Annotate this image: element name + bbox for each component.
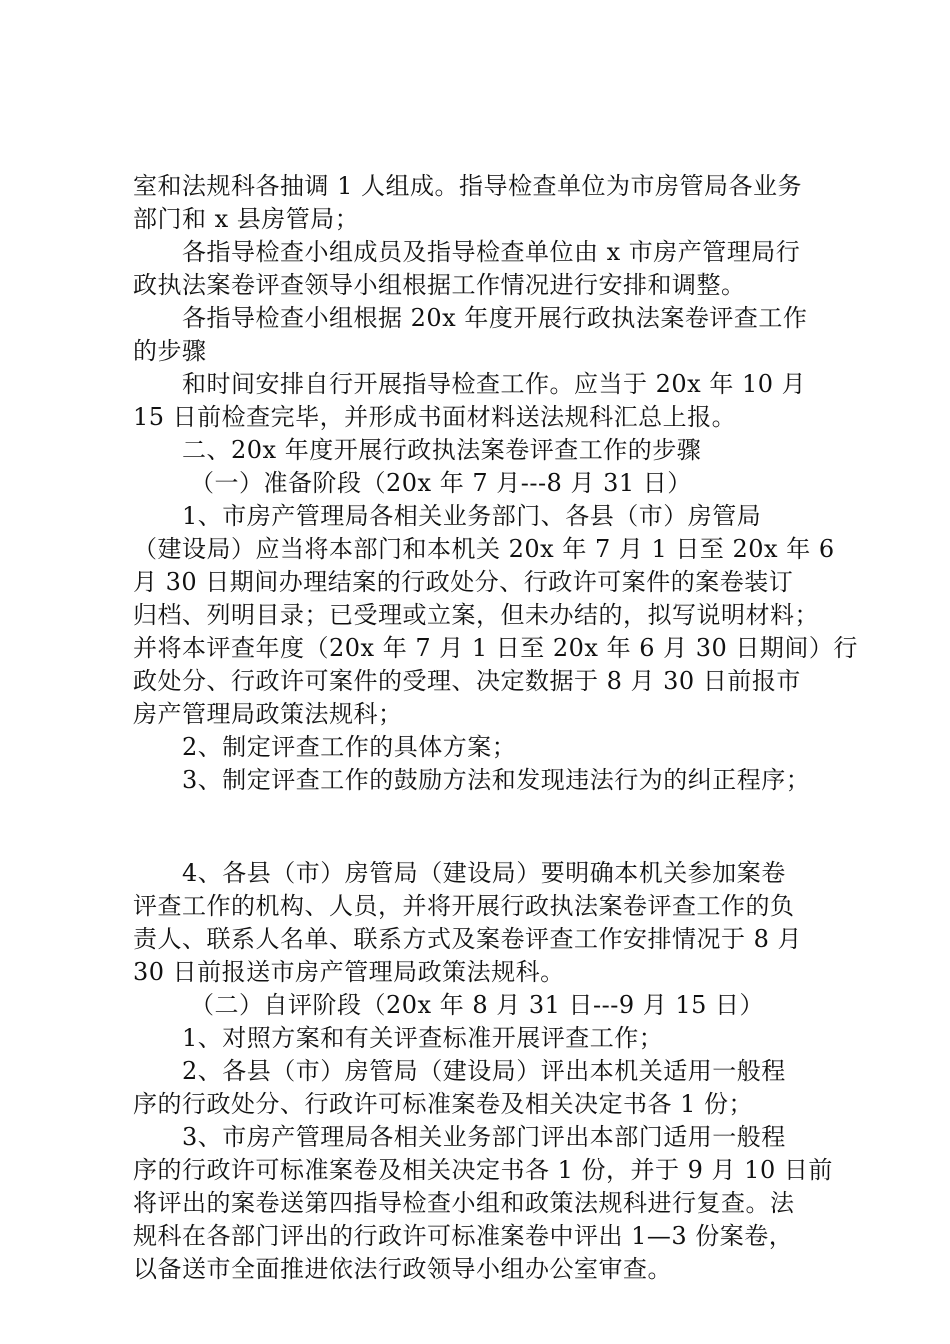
paragraph-start: 2、制定评查工作的具体方案； xyxy=(182,733,517,761)
subsection-heading: （一）准备阶段（20x 年 7 月---8 月 31 日） xyxy=(190,469,692,497)
text-line: 政处分、行政许可案件的受理、决定数据于 8 月 30 日前报市 xyxy=(133,667,801,695)
text-line: 15 日前检查完毕，并形成书面材料送法规科汇总上报。 xyxy=(133,403,737,431)
text-line: 序的行政许可标准案卷及相关决定书各 1 份，并于 9 月 10 日前 xyxy=(133,1156,833,1184)
text-line: 序的行政处分、行政许可标准案卷及相关决定书各 1 份； xyxy=(133,1090,754,1118)
text-line: 规科在各部门评出的行政许可标准案卷中评出 1—3 份案卷， xyxy=(133,1222,794,1250)
blank-gap xyxy=(133,797,833,857)
text-line: 以备送市全面推进依法行政领导小组办公室审查。 xyxy=(133,1255,672,1283)
paragraph-start: 2、各县（市）房管局（建设局）评出本机关适用一般程 xyxy=(182,1057,786,1085)
text-line: 归档、列明目录；已受理或立案，但未办结的，拟写说明材料； xyxy=(133,601,819,629)
subsection-heading: （二）自评阶段（20x 年 8 月 31 日---9 月 15 日） xyxy=(190,991,765,1019)
text-line: 30 日前报送市房产管理局政策法规科。 xyxy=(133,958,565,986)
text-line: 的步骤 xyxy=(133,337,207,365)
paragraph-start: 1、对照方案和有关评查标准开展评查工作； xyxy=(182,1024,664,1052)
text-line: 并将本评查年度（20x 年 7 月 1 日至 20x 年 6 月 30 日期间）行 xyxy=(133,634,858,662)
text-line: 评查工作的机构、人员，并将开展行政执法案卷评查工作的负 xyxy=(133,892,795,920)
paragraph-start: 和时间安排自行开展指导检查工作。应当于 20x 年 10 月 xyxy=(182,370,807,398)
text-line: 责人、联系人名单、联系方式及案卷评查工作安排情况于 8 月 xyxy=(133,925,803,953)
text-line: 月 30 日期间办理结案的行政处分、行政许可案件的案卷装订 xyxy=(133,568,794,596)
paragraph-start: 各指导检查小组成员及指导检查单位由 x 市房产管理局行 xyxy=(182,238,801,266)
paragraph-start: 各指导检查小组根据 20x 年度开展行政执法案卷评查工作 xyxy=(182,304,808,332)
paragraph-start: 3、制定评查工作的鼓励方法和发现违法行为的纠正程序； xyxy=(182,766,811,794)
paragraph-start: 4、各县（市）房管局（建设局）要明确本机关参加案卷 xyxy=(182,859,786,887)
section-heading: 二、20x 年度开展行政执法案卷评查工作的步骤 xyxy=(182,436,702,464)
text-line: 房产管理局政策法规科； xyxy=(133,700,403,728)
text-line: 部门和 x 县房管局； xyxy=(133,205,360,233)
text-line: （建设局）应当将本部门和本机关 20x 年 7 月 1 日至 20x 年 6 xyxy=(133,535,835,563)
paragraph-start: 3、市房产管理局各相关业务部门评出本部门适用一般程 xyxy=(182,1123,786,1151)
document-body xyxy=(133,170,858,1286)
paragraph-start: 1、市房产管理局各相关业务部门、各县（市）房管局 xyxy=(182,502,762,530)
text-line: 将评出的案卷送第四指导检查小组和政策法规科进行复查。法 xyxy=(133,1189,795,1217)
text-line: 室和法规科各抽调 1 人组成。指导检查单位为市房管局各业务 xyxy=(133,172,803,200)
text-line: 政执法案卷评查领导小组根据工作情况进行安排和调整。 xyxy=(133,271,746,299)
